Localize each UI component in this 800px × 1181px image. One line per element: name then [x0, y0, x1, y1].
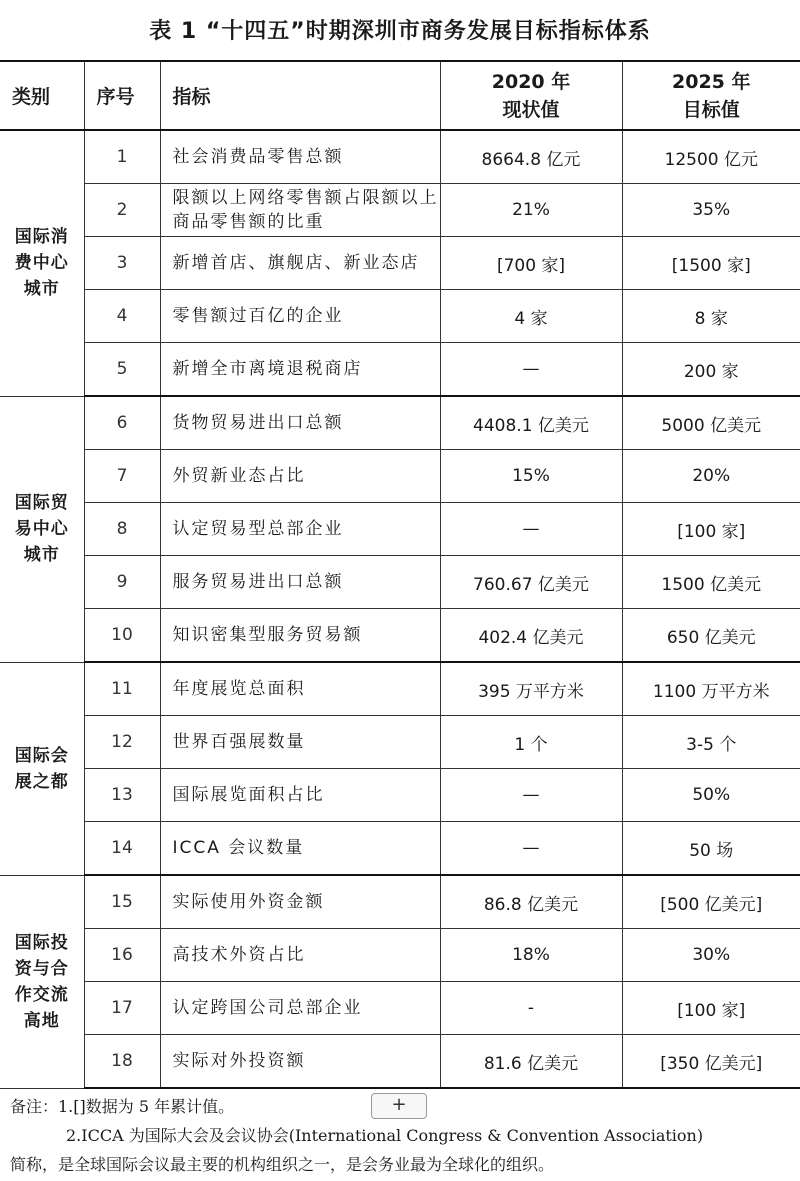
header-category: 类别: [0, 61, 84, 130]
header-2025: [622, 61, 800, 130]
indicator-cell: 高技术外资占比: [160, 929, 440, 982]
value-2020-cell: 760.67 亿美元: [440, 556, 622, 609]
note-line-3: 简称，是全球国际会议最主要的机构组织之一，是会务业最为全球化的组织。: [10, 1155, 555, 1174]
table-row: [0, 716, 800, 769]
index-cell: 6: [84, 396, 160, 450]
table-header-row: [0, 61, 800, 130]
indicator-cell: 世界百强展数量: [160, 716, 440, 769]
value-2025-cell: 50%: [622, 769, 800, 822]
index-cell: 12: [84, 716, 160, 769]
index-cell: 3: [84, 237, 160, 290]
value-2020-cell: 402.4 亿美元: [440, 609, 622, 663]
value-2020-cell: -: [440, 982, 622, 1035]
indicator-cell: 限额以上网络零售额占限额以上商品零售额的比重: [160, 184, 440, 237]
value-2020-cell: 18%: [440, 929, 622, 982]
value-2025-cell: 3-5 个: [622, 716, 800, 769]
table-row: [0, 769, 800, 822]
table-row: [0, 184, 800, 237]
value-2020-cell: 395 万平方米: [440, 662, 622, 716]
table-row: [0, 929, 800, 982]
category-cell: 国际贸 易中心 城市: [0, 396, 84, 662]
header-2020-label: 现状值: [502, 98, 560, 121]
header-2025-year: 2025 年: [672, 70, 751, 93]
value-2025-cell: [500 亿美元]: [622, 875, 800, 929]
value-2025-cell: 1100 万平方米: [622, 662, 800, 716]
index-cell: 1: [84, 130, 160, 184]
value-2025-cell: 30%: [622, 929, 800, 982]
indicator-cell: 外贸新业态占比: [160, 450, 440, 503]
value-2025-cell: 8 家: [622, 290, 800, 343]
value-2020-cell: 4 家: [440, 290, 622, 343]
indicator-cell: 国际展览面积占比: [160, 769, 440, 822]
index-cell: 9: [84, 556, 160, 609]
indicator-cell: 服务贸易进出口总额: [160, 556, 440, 609]
indicator-cell: 认定跨国公司总部企业: [160, 982, 440, 1035]
index-cell: 16: [84, 929, 160, 982]
value-2020-cell: 1 个: [440, 716, 622, 769]
table-row: [0, 875, 800, 929]
table-row: [0, 982, 800, 1035]
value-2025-cell: 35%: [622, 184, 800, 237]
table-row: [0, 662, 800, 716]
value-2020-cell: 81.6 亿美元: [440, 1035, 622, 1089]
indicator-cell: 新增全市离境退税商店: [160, 343, 440, 397]
indicator-cell: 社会消费品零售总额: [160, 130, 440, 184]
index-cell: 15: [84, 875, 160, 929]
index-cell: 8: [84, 503, 160, 556]
table-row: [0, 503, 800, 556]
value-2025-cell: [350 亿美元]: [622, 1035, 800, 1089]
index-cell: 7: [84, 450, 160, 503]
indicator-cell: 认定贸易型总部企业: [160, 503, 440, 556]
indicator-cell: 实际使用外资金额: [160, 875, 440, 929]
table-title: 表 1 “十四五”时期深圳市商务发展目标指标体系: [149, 19, 651, 44]
value-2020-cell: 21%: [440, 184, 622, 237]
value-2025-cell: [1500 家]: [622, 237, 800, 290]
value-2020-cell: 4408.1 亿美元: [440, 396, 622, 450]
indicator-table: [0, 60, 800, 1089]
index-cell: 13: [84, 769, 160, 822]
value-2020-cell: 15%: [440, 450, 622, 503]
value-2025-cell: 1500 亿美元: [622, 556, 800, 609]
table-row: [0, 343, 800, 397]
index-cell: 5: [84, 343, 160, 397]
table-row: [0, 130, 800, 184]
value-2025-cell: 20%: [622, 450, 800, 503]
note-line-2: 2.ICCA 为国际大会及会议协会(International Congress & Convention Association): [66, 1126, 704, 1145]
header-indicator: 指标: [160, 61, 440, 130]
table-row: [0, 609, 800, 663]
value-2025-cell: [100 家]: [622, 982, 800, 1035]
header-index: 序号: [84, 61, 160, 130]
table-row: [0, 237, 800, 290]
value-2025-cell: [100 家]: [622, 503, 800, 556]
index-cell: 11: [84, 662, 160, 716]
indicator-cell: 货物贸易进出口总额: [160, 396, 440, 450]
table-body: [0, 130, 800, 1088]
index-cell: 4: [84, 290, 160, 343]
header-2020-year: 2020 年: [491, 70, 571, 93]
value-2025-cell: 5000 亿美元: [622, 396, 800, 450]
value-2020-cell: —: [440, 503, 622, 556]
indicator-cell: 年度展览总面积: [160, 662, 440, 716]
table-row: [0, 556, 800, 609]
index-cell: 14: [84, 822, 160, 876]
index-cell: 2: [84, 184, 160, 237]
indicator-cell: ICCA 会议数量: [160, 822, 440, 876]
category-cell: 国际投 资与合 作交流 高地: [0, 875, 84, 1088]
value-2020-cell: —: [440, 822, 622, 876]
index-cell: 10: [84, 609, 160, 663]
notes: [10, 1092, 800, 1179]
value-2025-cell: 200 家: [622, 343, 800, 397]
category-cell: 国际会 展之都: [0, 662, 84, 875]
value-2020-cell: 8664.8 亿元: [440, 130, 622, 184]
indicator-cell: 新增首店、旗舰店、新业态店: [160, 237, 440, 290]
header-2025-label: 目标值: [682, 98, 740, 121]
value-2025-cell: 50 场: [622, 822, 800, 876]
note-line-1: 备注：1.[]数据为 5 年累计值。: [10, 1097, 235, 1116]
indicator-cell: 知识密集型服务贸易额: [160, 609, 440, 663]
index-cell: 18: [84, 1035, 160, 1089]
index-cell: 17: [84, 982, 160, 1035]
value-2025-cell: 650 亿美元: [622, 609, 800, 663]
category-cell: 国际消 费中心 城市: [0, 130, 84, 396]
indicator-cell: 零售额过百亿的企业: [160, 290, 440, 343]
table-row: [0, 290, 800, 343]
table-row: [0, 822, 800, 876]
table-row: [0, 1035, 800, 1089]
value-2020-cell: —: [440, 343, 622, 397]
value-2020-cell: 86.8 亿美元: [440, 875, 622, 929]
value-2020-cell: [700 家]: [440, 237, 622, 290]
indicator-cell: 实际对外投资额: [160, 1035, 440, 1089]
value-2020-cell: —: [440, 769, 622, 822]
table-row: [0, 450, 800, 503]
table-row: [0, 396, 800, 450]
value-2025-cell: 12500 亿元: [622, 130, 800, 184]
expand-button[interactable]: +: [371, 1093, 427, 1119]
header-2020: [440, 61, 622, 130]
